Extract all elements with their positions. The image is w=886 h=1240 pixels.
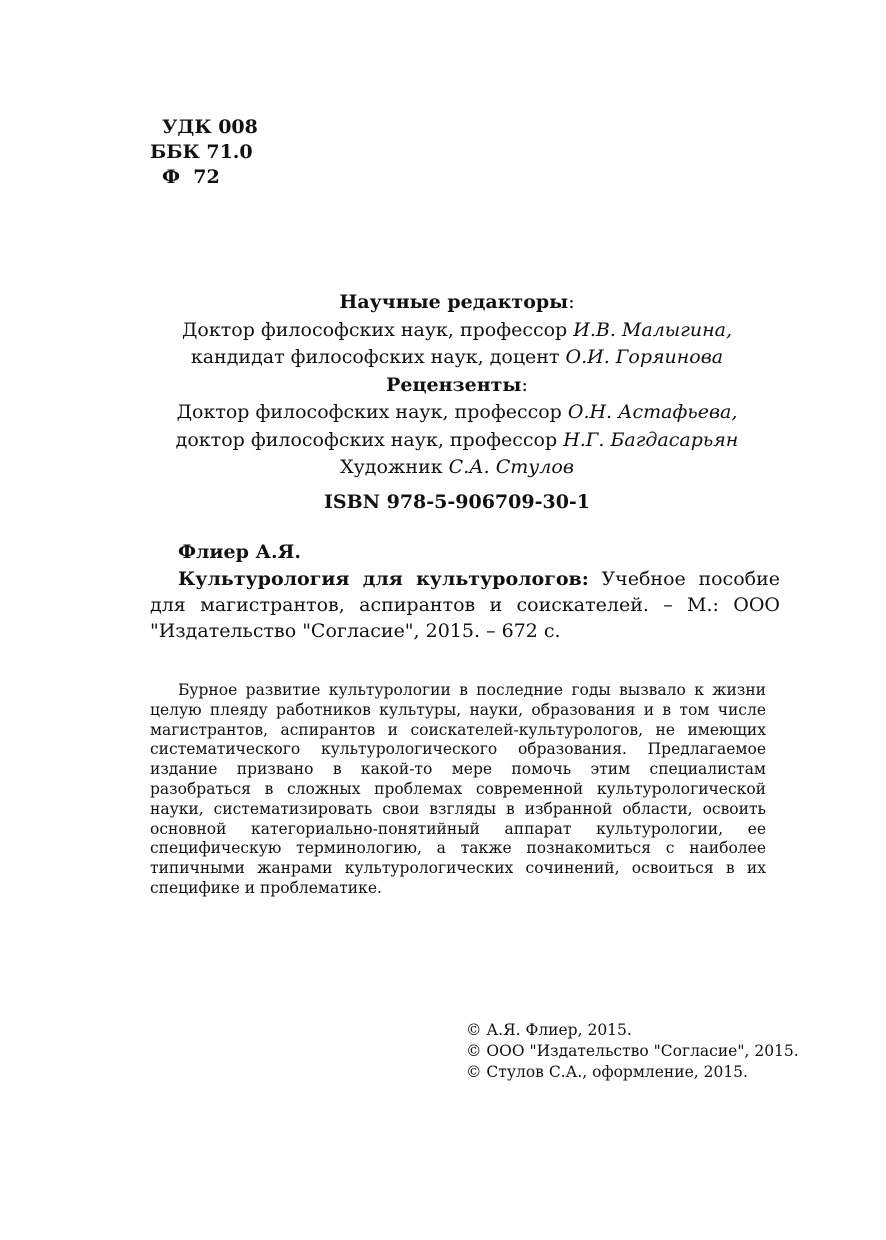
credits-block	[100, 289, 814, 482]
bibliography-author: Флиер А.Я.	[178, 541, 301, 563]
reviewer-line: доктор философских наук, профессор Н.Г. Багдасарьян	[175, 428, 739, 451]
isbn: ISBN 978-5-906709-30-1	[323, 491, 591, 513]
author-mark: Ф 72	[162, 166, 220, 188]
editor-line: Доктор философских наук, профессор И.В. Малыгина,	[181, 318, 732, 341]
editor-line: кандидат философских наук, доцент О.И. Горяинова	[190, 346, 724, 368]
udc-code: УДК 008	[162, 116, 258, 138]
copyright-line: © Стулов С.А., оформление, 2015.	[466, 1063, 748, 1081]
editors-heading: Научные редакторы:	[339, 291, 575, 313]
abstract: Бурное развитие культурологии в последние годы вызвало к жизни целую плеяду работников культуры, науки, образования и в том числе магистрантов, аспирантов и соискателей-культурологов, не имеющих систематического культурологического образования. Предлагаемое издание призвано в какой-то мере помочь этим специалистам разобраться в сложных проблемах современной культурологической науки, систематизировать свои взгляды в избранной области, освоить основной категориально-понятийный аппарат культурологии, ее специфическую терминологию, а также познакомиться с наиболее типичными жанрами культурологических сочинений, освоиться в их специфике и проблематике.	[150, 681, 766, 897]
copyright-line: © ООО "Издательство "Согласие", 2015.	[466, 1042, 799, 1060]
classification-block	[150, 115, 258, 190]
copyright-line: © А.Я. Флиер, 2015.	[466, 1021, 632, 1039]
bbk-code: ББК 71.0	[150, 141, 253, 163]
book-title: Культурология для культурологов:	[178, 568, 589, 590]
copyright-block	[466, 1020, 799, 1083]
reviewer-line: Доктор философских наук, профессор О.Н. Астафьева,	[176, 401, 738, 423]
book-description: Учебное пособие для магистрантов, аспирантов и соискателей. – М.: ООО "Издательство "Согласие", 2015. – 672 с.	[150, 568, 780, 642]
reviewers-heading: Рецензенты:	[386, 373, 528, 396]
bibliography-entry	[150, 566, 780, 644]
artist-line: Художник С.А. Стулов	[340, 456, 574, 478]
